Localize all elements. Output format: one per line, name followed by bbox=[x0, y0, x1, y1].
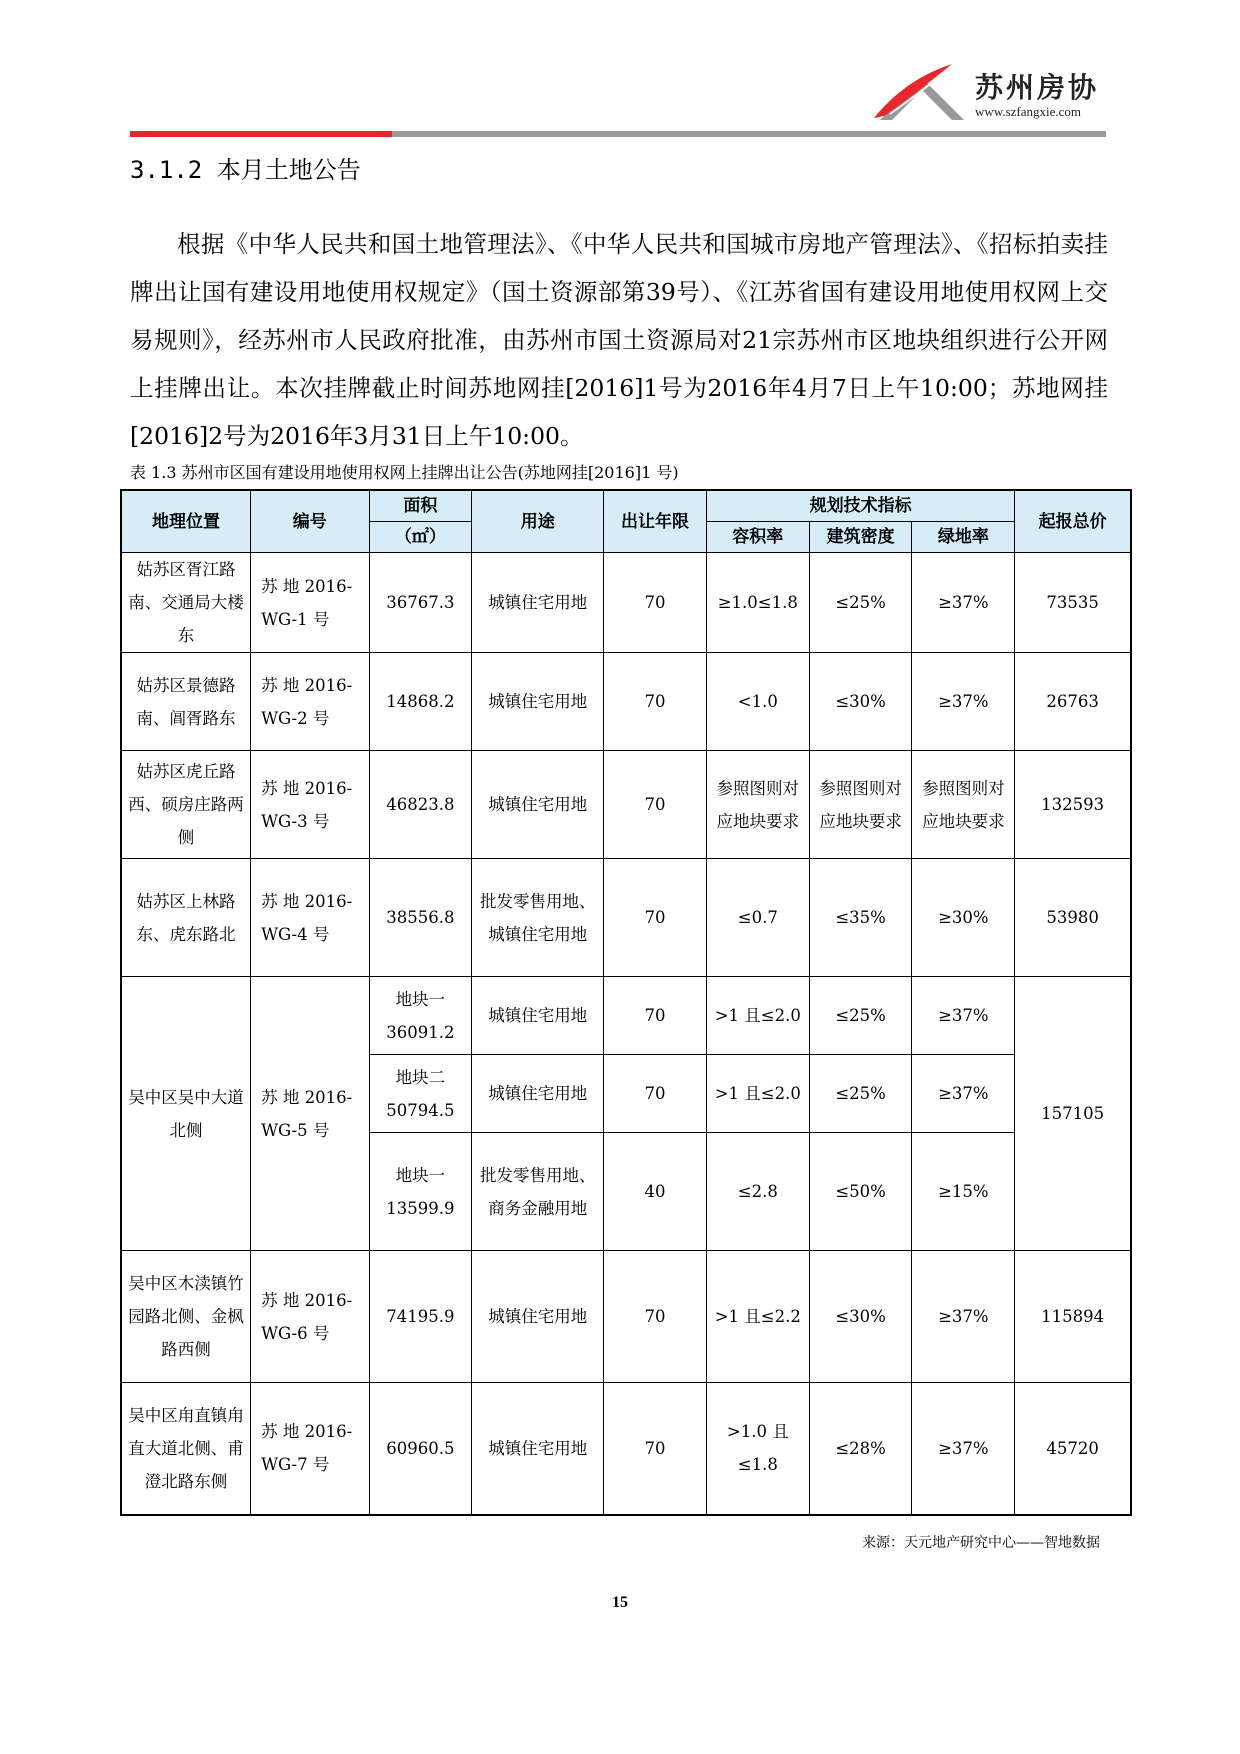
cell-green: ≥15% bbox=[912, 1133, 1015, 1251]
cell-density: ≤25% bbox=[809, 553, 912, 653]
header-area: 面积 bbox=[369, 490, 472, 522]
cell-price: 26763 bbox=[1015, 653, 1131, 751]
cell-term: 70 bbox=[604, 977, 707, 1055]
header-price: 起报总价 bbox=[1015, 490, 1131, 553]
cell-usage: 城镇住宅用地 bbox=[472, 1251, 604, 1383]
cell-term: 70 bbox=[604, 751, 707, 859]
cell-green: ≥37% bbox=[912, 553, 1015, 653]
header-green: 绿地率 bbox=[912, 522, 1015, 553]
cell-term: 70 bbox=[604, 1383, 707, 1515]
cell-usage: 城镇住宅用地 bbox=[472, 653, 604, 751]
cell-term: 70 bbox=[604, 553, 707, 653]
cell-usage: 城镇住宅用地 bbox=[472, 1055, 604, 1133]
cell-green: ≥37% bbox=[912, 653, 1015, 751]
cell-far: >1 且≤2.0 bbox=[706, 1055, 809, 1133]
header-location: 地理位置 bbox=[121, 490, 251, 553]
table-row bbox=[121, 1251, 1131, 1383]
cell-area: 38556.8 bbox=[369, 859, 472, 977]
cell-far: >1 且≤2.2 bbox=[706, 1251, 809, 1383]
header-logo bbox=[860, 58, 1120, 128]
cell-far: >1 且≤2.0 bbox=[706, 977, 809, 1055]
cell-green: ≥30% bbox=[912, 859, 1015, 977]
cell-area: 地块一 13599.9 bbox=[369, 1133, 472, 1251]
cell-location: 姑苏区虎丘路西、硕房庄路两侧 bbox=[121, 751, 251, 859]
cell-area: 36767.3 bbox=[369, 553, 472, 653]
cell-location: 姑苏区胥江路南、交通局大楼东 bbox=[121, 553, 251, 653]
table-row bbox=[121, 653, 1131, 751]
cell-usage: 城镇住宅用地 bbox=[472, 751, 604, 859]
cell-green: ≥37% bbox=[912, 977, 1015, 1055]
cell-usage: 城镇住宅用地 bbox=[472, 553, 604, 653]
cell-far: ≤0.7 bbox=[706, 859, 809, 977]
table-caption: 表 1.3 苏州市区国有建设用地使用权网上挂牌出让公告(苏地网挂[2016]1 号) bbox=[130, 463, 679, 482]
header-rule-red bbox=[130, 131, 392, 137]
brand-url: www.szfangxie.com bbox=[975, 104, 1082, 119]
land-announcement-table bbox=[120, 489, 1132, 1516]
cell-area: 地块二 50794.5 bbox=[369, 1055, 472, 1133]
cell-usage: 批发零售用地、商务金融用地 bbox=[472, 1133, 604, 1251]
cell-code: 苏 地 2016-WG-2 号 bbox=[251, 653, 369, 751]
cell-green: ≥37% bbox=[912, 1251, 1015, 1383]
cell-density: ≤28% bbox=[809, 1383, 912, 1515]
header-rule bbox=[130, 131, 1106, 137]
cell-area: 60960.5 bbox=[369, 1383, 472, 1515]
table-row bbox=[121, 977, 1131, 1055]
paragraph-text: 根据《中华人民共和国土地管理法》、《中华人民共和国城市房地产管理法》、《招标拍卖挂牌出让国有建设用地使用权规定》（国土资源部第39号）、《江苏省国有建设用地使用权网上交易规则》，经苏州市人民政府批准，由苏州市国土资源局对21宗苏州市区地块组织进行公开网上挂牌出让。本次挂牌截止时间苏地网挂[2016]1号为2016年4月7日上午10:00；苏地网挂[2016]2号为2016年3月31日上午10:00。 bbox=[130, 230, 1108, 450]
header-density: 建筑密度 bbox=[809, 522, 912, 553]
cell-area: 地块一 36091.2 bbox=[369, 977, 472, 1055]
cell-price: 157105 bbox=[1015, 977, 1131, 1251]
header-area-unit: （㎡） bbox=[369, 522, 472, 553]
cell-price: 45720 bbox=[1015, 1383, 1131, 1515]
cell-density: 参照图则对应地块要求 bbox=[809, 751, 912, 859]
cell-term: 40 bbox=[604, 1133, 707, 1251]
cell-term: 70 bbox=[604, 1251, 707, 1383]
cell-usage: 批发零售用地、城镇住宅用地 bbox=[472, 859, 604, 977]
cell-code: 苏 地 2016-WG-3 号 bbox=[251, 751, 369, 859]
cell-code: 苏 地 2016-WG-4 号 bbox=[251, 859, 369, 977]
table-row bbox=[121, 751, 1131, 859]
cell-code: 苏 地 2016-WG-5 号 bbox=[251, 977, 369, 1251]
cell-far: ≥1.0≤1.8 bbox=[706, 553, 809, 653]
cell-green: ≥37% bbox=[912, 1055, 1015, 1133]
cell-far: >1.0 且≤1.8 bbox=[706, 1383, 809, 1515]
brand-logo-icon bbox=[860, 58, 980, 128]
header-usage: 用途 bbox=[472, 490, 604, 553]
cell-location: 姑苏区上林路东、虎东路北 bbox=[121, 859, 251, 977]
brand-name: 苏州房协 bbox=[975, 71, 1100, 104]
header-term: 出让年限 bbox=[604, 490, 707, 553]
cell-area: 14868.2 bbox=[369, 653, 472, 751]
cell-code: 苏 地 2016-WG-1 号 bbox=[251, 553, 369, 653]
table-header-row bbox=[121, 490, 1131, 522]
cell-area: 46823.8 bbox=[369, 751, 472, 859]
cell-density: ≤25% bbox=[809, 1055, 912, 1133]
cell-green: 参照图则对应地块要求 bbox=[912, 751, 1015, 859]
cell-density: ≤25% bbox=[809, 977, 912, 1055]
cell-location: 吴中区木渎镇竹园路北侧、金枫路西侧 bbox=[121, 1251, 251, 1383]
page-number: 15 bbox=[612, 1594, 628, 1611]
cell-usage: 城镇住宅用地 bbox=[472, 1383, 604, 1515]
cell-density: ≤50% bbox=[809, 1133, 912, 1251]
cell-location: 吴中区吴中大道北侧 bbox=[121, 977, 251, 1251]
cell-green: ≥37% bbox=[912, 1383, 1015, 1515]
cell-density: ≤30% bbox=[809, 653, 912, 751]
cell-far: <1.0 bbox=[706, 653, 809, 751]
table-source: 来源：天元地产研究中心——智地数据 bbox=[862, 1535, 1100, 1551]
cell-location: 姑苏区景德路南、阊胥路东 bbox=[121, 653, 251, 751]
cell-price: 53980 bbox=[1015, 859, 1131, 977]
body-paragraph bbox=[130, 220, 1108, 460]
cell-price: 73535 bbox=[1015, 553, 1131, 653]
cell-density: ≤30% bbox=[809, 1251, 912, 1383]
cell-price: 115894 bbox=[1015, 1251, 1131, 1383]
table-row bbox=[121, 553, 1131, 653]
cell-price: 132593 bbox=[1015, 751, 1131, 859]
header-planning: 规划技术指标 bbox=[706, 490, 1014, 522]
cell-density: ≤35% bbox=[809, 859, 912, 977]
header-rule-grey bbox=[392, 131, 1106, 137]
cell-far: 参照图则对应地块要求 bbox=[706, 751, 809, 859]
cell-code: 苏 地 2016-WG-6 号 bbox=[251, 1251, 369, 1383]
table-row bbox=[121, 859, 1131, 977]
cell-term: 70 bbox=[604, 653, 707, 751]
cell-term: 70 bbox=[604, 1055, 707, 1133]
header-far: 容积率 bbox=[706, 522, 809, 553]
cell-location: 吴中区甪直镇甪直大道北侧、甫澄北路东侧 bbox=[121, 1383, 251, 1515]
section-title: 3.1.2 本月土地公告 bbox=[130, 156, 361, 184]
cell-usage: 城镇住宅用地 bbox=[472, 977, 604, 1055]
cell-far: ≤2.8 bbox=[706, 1133, 809, 1251]
cell-term: 70 bbox=[604, 859, 707, 977]
cell-code: 苏 地 2016-WG-7 号 bbox=[251, 1383, 369, 1515]
header-code: 编号 bbox=[251, 490, 369, 553]
cell-area: 74195.9 bbox=[369, 1251, 472, 1383]
table-row bbox=[121, 1383, 1131, 1515]
